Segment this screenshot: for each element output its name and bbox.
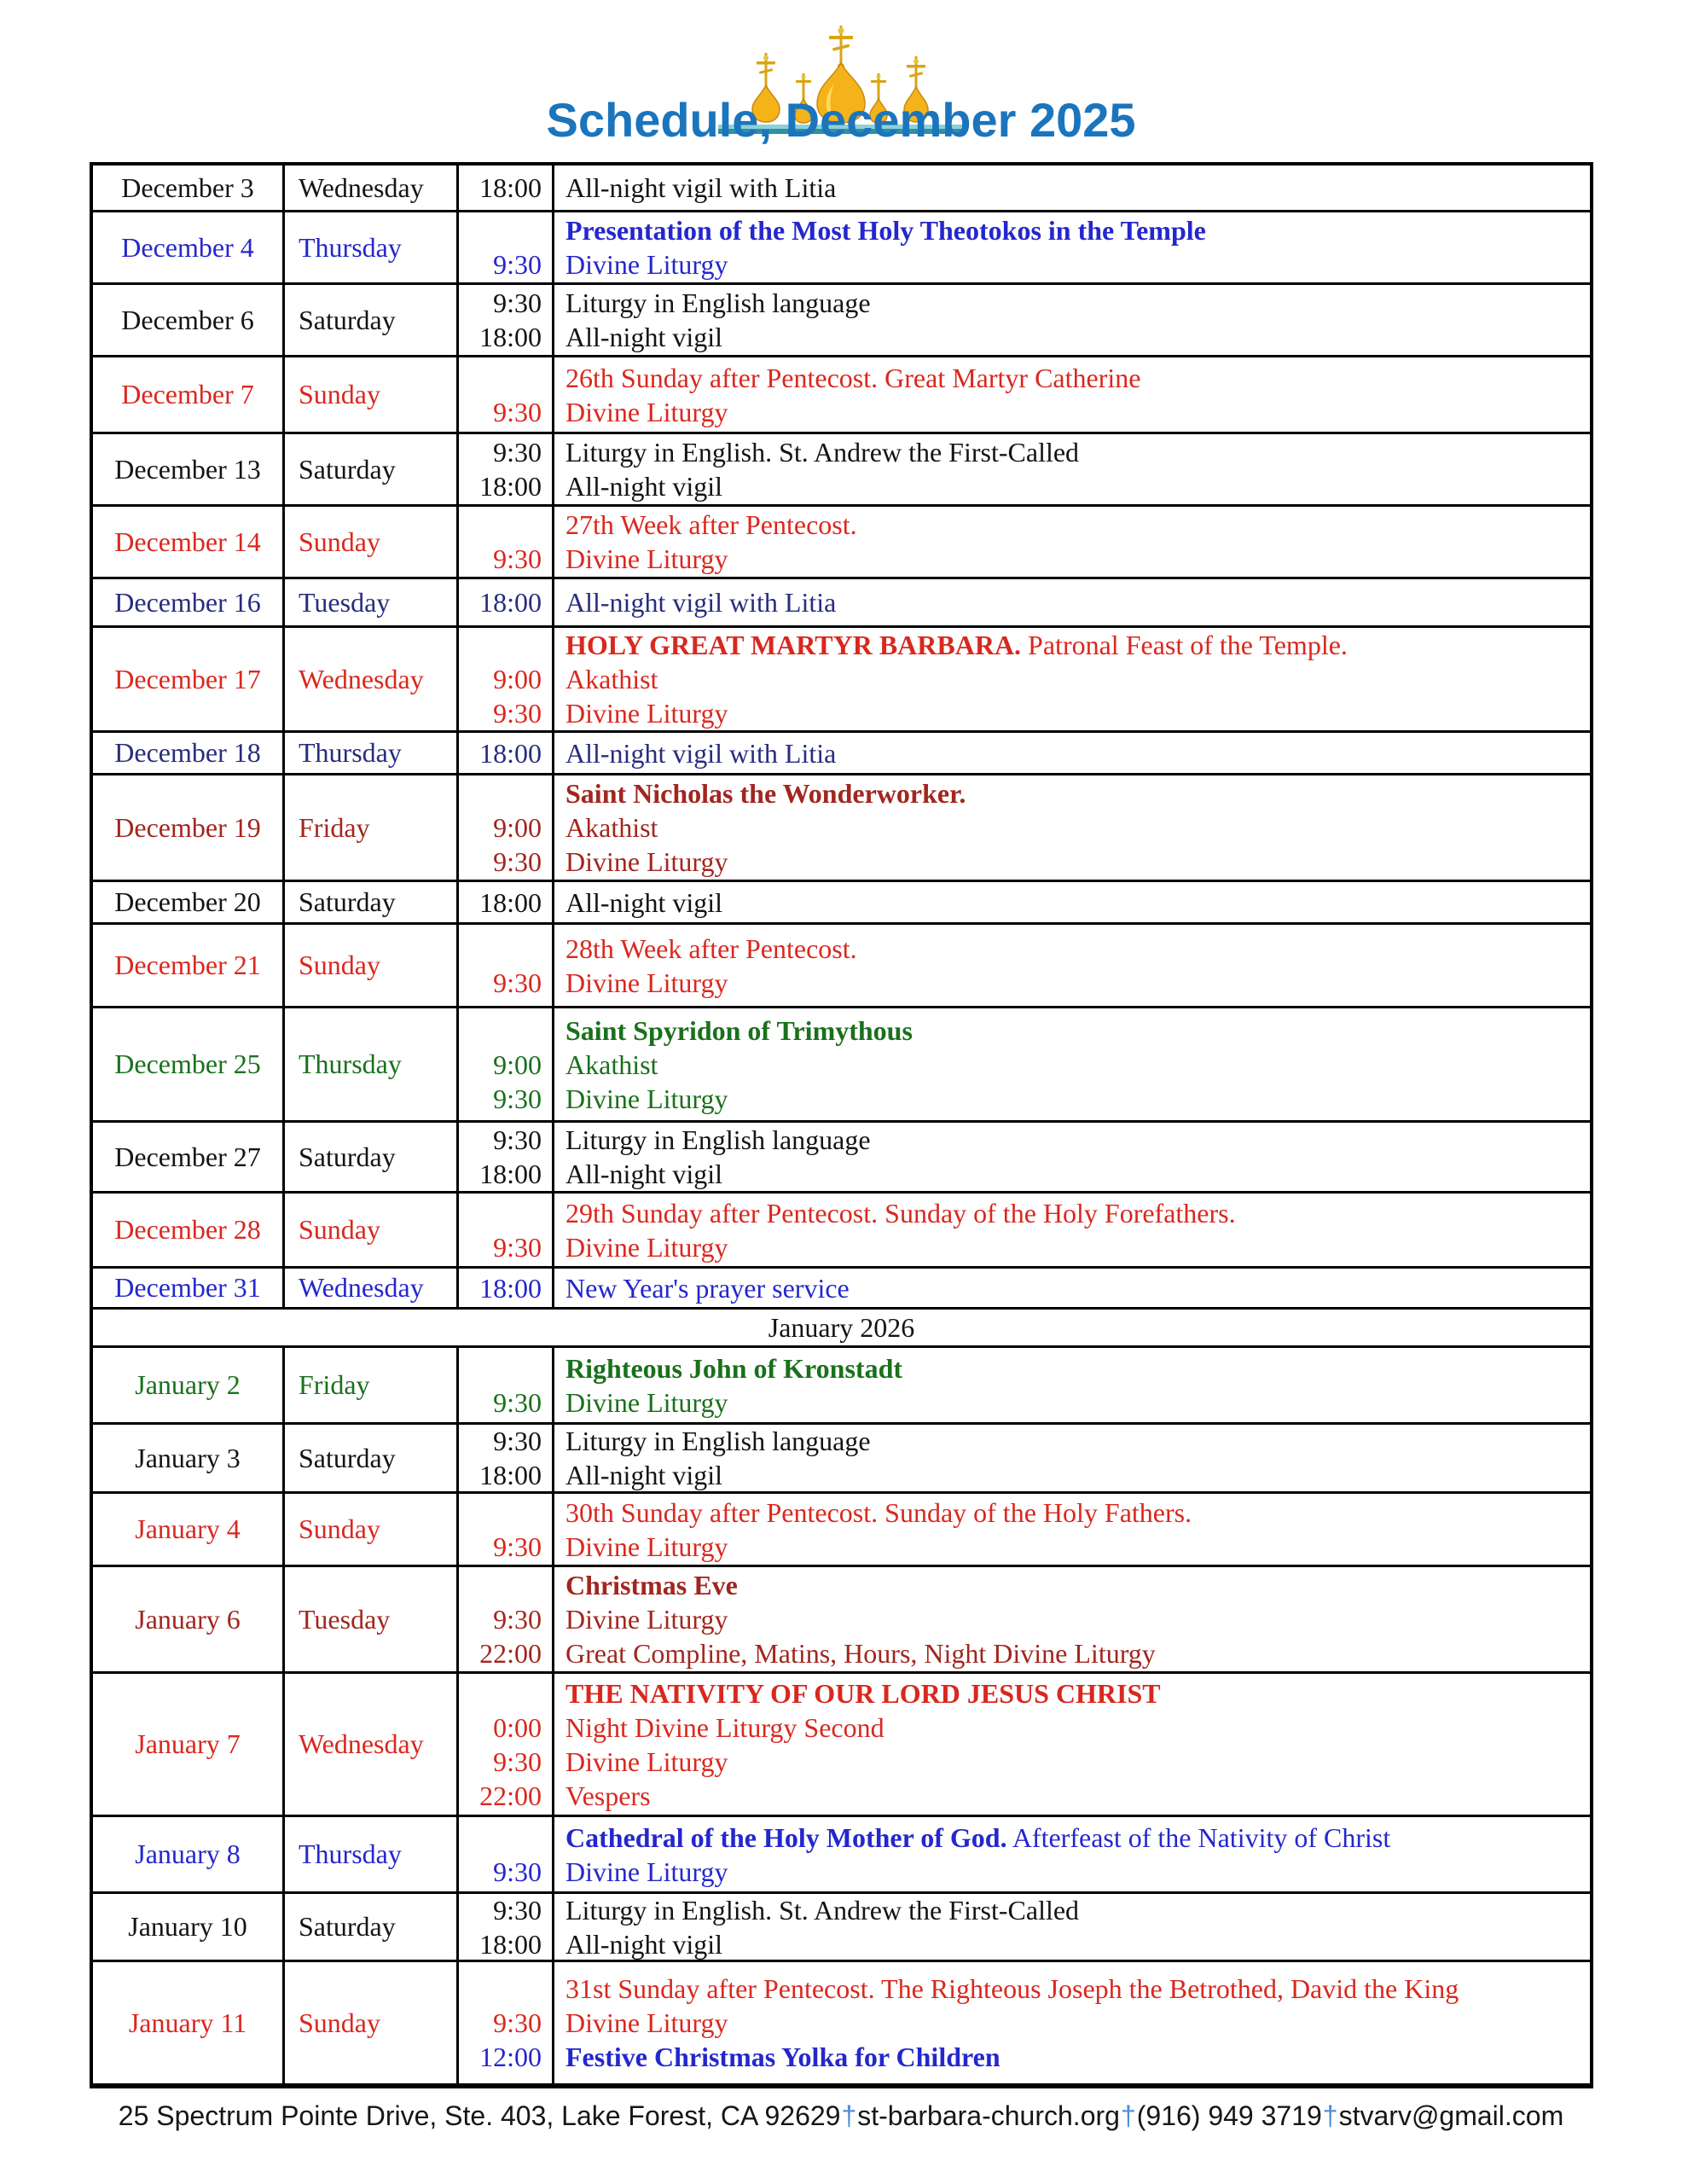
service-time: 9:30 [493,1604,542,1635]
day-cell: Saturday [285,882,459,922]
service-description: Divine Liturgy [566,967,728,998]
date-cell: December 20 [93,882,285,922]
service-description: Divine Liturgy [566,1604,728,1635]
table-row [93,925,1590,1008]
service-time [459,1676,542,1711]
time-cell [459,925,554,1006]
service-description: Great Compline, Matins, Hours, Night Divine Liturgy [566,1638,1156,1669]
date-cell: December 18 [93,733,285,773]
service-time: 18:00 [479,322,542,352]
service-description: Christmas Eve [566,1570,738,1600]
table-row [93,1348,1590,1425]
service-description: Liturgy in English. St. Andrew the First-Called [566,1894,1080,1926]
service-description: Night Divine Liturgy Second [566,1711,884,1743]
table-row [93,1194,1590,1269]
day-cell: Wednesday [285,628,459,730]
service-description: 26th Sunday after Pentecost. Great Martyr Catherine [566,362,1141,393]
service-time: 9:30 [493,846,542,877]
time-cell [459,1123,554,1191]
service-description: 30th Sunday after Pentecost. Sunday of the Holy Fathers. [566,1496,1192,1528]
table-row [93,357,1590,434]
service-time [459,1196,542,1230]
day-cell: Saturday [285,434,459,504]
service-time: 18:00 [479,1928,542,1960]
table-row [93,166,1590,212]
service-description: Righteous John of Kronstadt [566,1352,903,1384]
service-time: 9:30 [493,1083,542,1114]
service-description: 29th Sunday after Pentecost. Sunday of the Holy Forefathers. [566,1197,1236,1228]
time-cell [459,434,554,504]
time-cell [459,1269,554,1307]
day-cell: Sunday [285,925,459,1006]
service-time: 9:30 [493,1745,542,1777]
date-cell: January 8 [93,1817,285,1891]
description-cell [554,1494,1590,1565]
service-time: 9:30 [493,1894,542,1926]
day-cell: Saturday [285,1123,459,1191]
footer-phone: (916) 949 3719 [1136,2100,1322,2131]
date-cell: January 6 [93,1567,285,1671]
table-row [93,733,1590,775]
day-cell: Saturday [285,1894,459,1960]
service-description: Liturgy in English language [566,1426,871,1456]
date-cell: December 17 [93,628,285,730]
date-cell: December 16 [93,579,285,625]
time-cell [459,1817,554,1891]
day-cell: Saturday [285,1425,459,1491]
service-time [459,932,542,966]
description-cell [554,1123,1590,1191]
service-description: All-night vigil with Litia [566,172,837,203]
service-time [459,1014,542,1048]
service-time: 9:00 [493,664,542,694]
time-cell [459,628,554,730]
service-time: 9:00 [493,1048,542,1080]
service-time: 18:00 [479,1460,542,1490]
date-cell: December 6 [93,285,285,355]
service-description: Festive Christmas Yolka for Children [566,2042,1000,2072]
description-cell [554,1962,1590,2083]
date-cell: December 4 [93,212,285,282]
service-time: 9:30 [493,288,542,318]
description-cell [554,1008,1590,1120]
date-cell: December 27 [93,1123,285,1191]
table-row [93,1123,1590,1194]
service-description: Divine Liturgy [566,846,728,877]
time-cell [459,166,554,210]
day-cell: Sunday [285,1194,459,1266]
footer-website: st-barbara-church.org [857,2100,1120,2131]
time-cell [459,212,554,282]
date-cell: January 2 [93,1348,285,1422]
date-cell: December 3 [93,166,285,210]
table-row [93,775,1590,882]
month-section-header: January 2026 [93,1310,1590,1348]
service-time [459,1568,542,1602]
service-time: 22:00 [479,1638,542,1669]
footer-email: stvarv@gmail.com [1338,2100,1564,2131]
time-cell [459,1674,554,1815]
description-cell [554,1194,1590,1266]
time-cell [459,1348,554,1422]
time-cell [459,1008,554,1120]
service-time [459,1351,542,1385]
table-row [93,212,1590,285]
description-cell [554,166,1590,210]
day-cell: Sunday [285,1962,459,2083]
day-cell: Thursday [285,212,459,282]
table-row [93,579,1590,628]
service-time: 9:30 [493,698,542,729]
table-row [93,1962,1590,2083]
day-cell: Wednesday [285,166,459,210]
description-cell [554,507,1590,577]
date-cell: December 13 [93,434,285,504]
service-time: 9:30 [493,437,542,468]
service-description: Divine Liturgy [566,2007,728,2038]
table-row [93,1425,1590,1494]
service-time: 9:30 [493,396,542,427]
service-description: All-night vigil with Litia [566,587,837,618]
service-time: 18:00 [479,172,542,203]
service-description: Divine Liturgy [566,249,728,280]
service-time: 18:00 [479,587,542,618]
day-cell: Tuesday [285,579,459,625]
table-row [93,1494,1590,1567]
service-description: 28th Week after Pentecost. [566,932,857,964]
service-time: 9:30 [493,1531,542,1562]
description-cell [554,733,1590,773]
service-description: Akathist [566,1048,658,1080]
cross-separator-icon: † [841,2100,857,2131]
service-description: All-night vigil [566,886,722,918]
service-time: 9:00 [493,812,542,843]
service-time: 18:00 [479,1159,542,1189]
service-time: 18:00 [479,1272,542,1304]
service-description: Divine Liturgy [566,1531,728,1562]
date-cell: January 10 [93,1894,285,1960]
service-description: All-night vigil [566,1159,722,1189]
description-cell [554,1348,1590,1422]
service-description: Divine Liturgy [566,1231,728,1263]
date-cell: January 11 [93,1962,285,2083]
time-cell [459,1962,554,2083]
time-cell [459,507,554,577]
service-description: Divine Liturgy [566,1386,728,1418]
day-cell: Friday [285,1348,459,1422]
cross-separator-icon: † [1322,2100,1338,2131]
service-description: 31st Sunday after Pentecost. The Righteous Joseph the Betrothed, David the King [566,1973,1459,2004]
service-description: All-night vigil [566,322,722,352]
day-cell: Wednesday [285,1269,459,1307]
day-cell: Thursday [285,1817,459,1891]
service-description: Vespers [566,1780,651,1811]
service-description: Saint Nicholas the Wonderworker. [566,778,966,809]
date-cell: December 31 [93,1269,285,1307]
service-description: Liturgy in English language [566,1124,871,1155]
day-cell: Thursday [285,733,459,773]
time-cell [459,1494,554,1565]
footer [0,2100,1682,2132]
service-description: HOLY GREAT MARTYR BARBARA. Patronal Feast of the Temple. [566,630,1348,660]
service-time: 9:30 [493,1386,542,1418]
description-cell [554,357,1590,432]
description-cell [554,775,1590,880]
day-cell: Sunday [285,357,459,432]
service-time: 12:00 [479,2042,542,2072]
service-description: All-night vigil [566,1460,722,1490]
service-time [459,361,542,395]
date-cell: January 4 [93,1494,285,1565]
service-time [459,508,542,542]
table-row [93,1269,1590,1310]
service-time: 9:30 [493,543,542,574]
service-description: Presentation of the Most Holy Theotokos in the Temple [566,215,1206,246]
service-time: 22:00 [479,1780,542,1811]
time-cell [459,1425,554,1491]
service-description: New Year's prayer service [566,1272,850,1304]
date-cell: December 25 [93,1008,285,1120]
day-cell: Tuesday [285,1567,459,1671]
service-description: All-night vigil with Litia [566,737,837,769]
description-cell [554,1894,1590,1960]
table-row [93,434,1590,507]
date-cell: December 21 [93,925,285,1006]
service-description: Akathist [566,664,658,694]
service-description: THE NATIVITY OF OUR LORD JESUS CHRIST [566,1677,1161,1709]
service-description: Divine Liturgy [566,543,728,574]
cross-separator-icon: † [1120,2100,1136,2131]
date-cell: December 7 [93,357,285,432]
date-cell: December 14 [93,507,285,577]
service-time: 9:30 [493,249,542,280]
description-cell [554,579,1590,625]
time-cell [459,1567,554,1671]
time-cell [459,1194,554,1266]
day-cell: Sunday [285,1494,459,1565]
description-cell [554,212,1590,282]
time-cell [459,882,554,922]
day-cell: Saturday [285,285,459,355]
service-description: All-night vigil [566,471,722,502]
table-row [93,628,1590,733]
date-cell: January 7 [93,1674,285,1815]
service-description: Divine Liturgy [566,396,728,427]
time-cell [459,1894,554,1960]
description-cell [554,1425,1590,1491]
description-cell [554,1674,1590,1815]
table-row [93,1008,1590,1123]
description-cell [554,434,1590,504]
page-title: Schedule, December 2025 [546,93,1136,147]
table-row [93,1894,1590,1962]
day-cell: Friday [285,775,459,880]
service-time: 0:00 [493,1711,542,1743]
day-cell: Wednesday [285,1674,459,1815]
time-cell [459,285,554,355]
service-time: 9:30 [493,1856,542,1887]
service-time [459,1496,542,1530]
service-time: 9:30 [493,967,542,998]
service-description: Saint Spyridon of Trimythous [566,1014,913,1046]
time-cell [459,733,554,773]
service-time: 9:30 [493,1124,542,1155]
description-cell [554,285,1590,355]
service-time: 18:00 [479,471,542,502]
service-time: 9:30 [493,2007,542,2038]
service-time [459,628,542,662]
date-cell: January 3 [93,1425,285,1491]
service-description: Cathedral of the Holy Mother of God. Afterfeast of the Nativity of Christ [566,1821,1391,1853]
day-cell: Sunday [285,507,459,577]
day-cell: Thursday [285,1008,459,1120]
table-row [93,1817,1590,1894]
service-description: Liturgy in English language [566,288,871,318]
table-row [93,507,1590,579]
description-cell [554,925,1590,1006]
service-description: Divine Liturgy [566,1856,728,1887]
service-time [459,1821,542,1855]
service-description: Divine Liturgy [566,1083,728,1114]
service-description: Liturgy in English. St. Andrew the First-Called [566,437,1080,468]
description-cell [554,1817,1590,1891]
time-cell [459,579,554,625]
service-time: 18:00 [479,886,542,918]
footer-address: 25 Spectrum Pointe Drive, Ste. 403, Lake Forest, CA 92629 [118,2100,841,2131]
table-row [93,285,1590,357]
table-row [93,1674,1590,1817]
schedule-table [90,162,1593,2088]
service-time: 18:00 [479,737,542,769]
service-description: Divine Liturgy [566,1745,728,1777]
description-cell [554,882,1590,922]
service-time: 9:30 [493,1231,542,1263]
service-time [459,213,542,247]
time-cell [459,775,554,880]
service-description: Divine Liturgy [566,698,728,729]
service-description: 27th Week after Pentecost. [566,509,857,540]
date-cell: December 19 [93,775,285,880]
description-cell [554,1269,1590,1307]
table-row [93,1567,1590,1674]
table-row [93,882,1590,925]
description-cell [554,628,1590,730]
time-cell [459,357,554,432]
service-time: 9:30 [493,1426,542,1456]
service-time [459,1972,542,2006]
description-cell [554,1567,1590,1671]
service-time [459,776,542,810]
date-cell: December 28 [93,1194,285,1266]
service-description: Akathist [566,812,658,843]
service-description: All-night vigil [566,1928,722,1960]
